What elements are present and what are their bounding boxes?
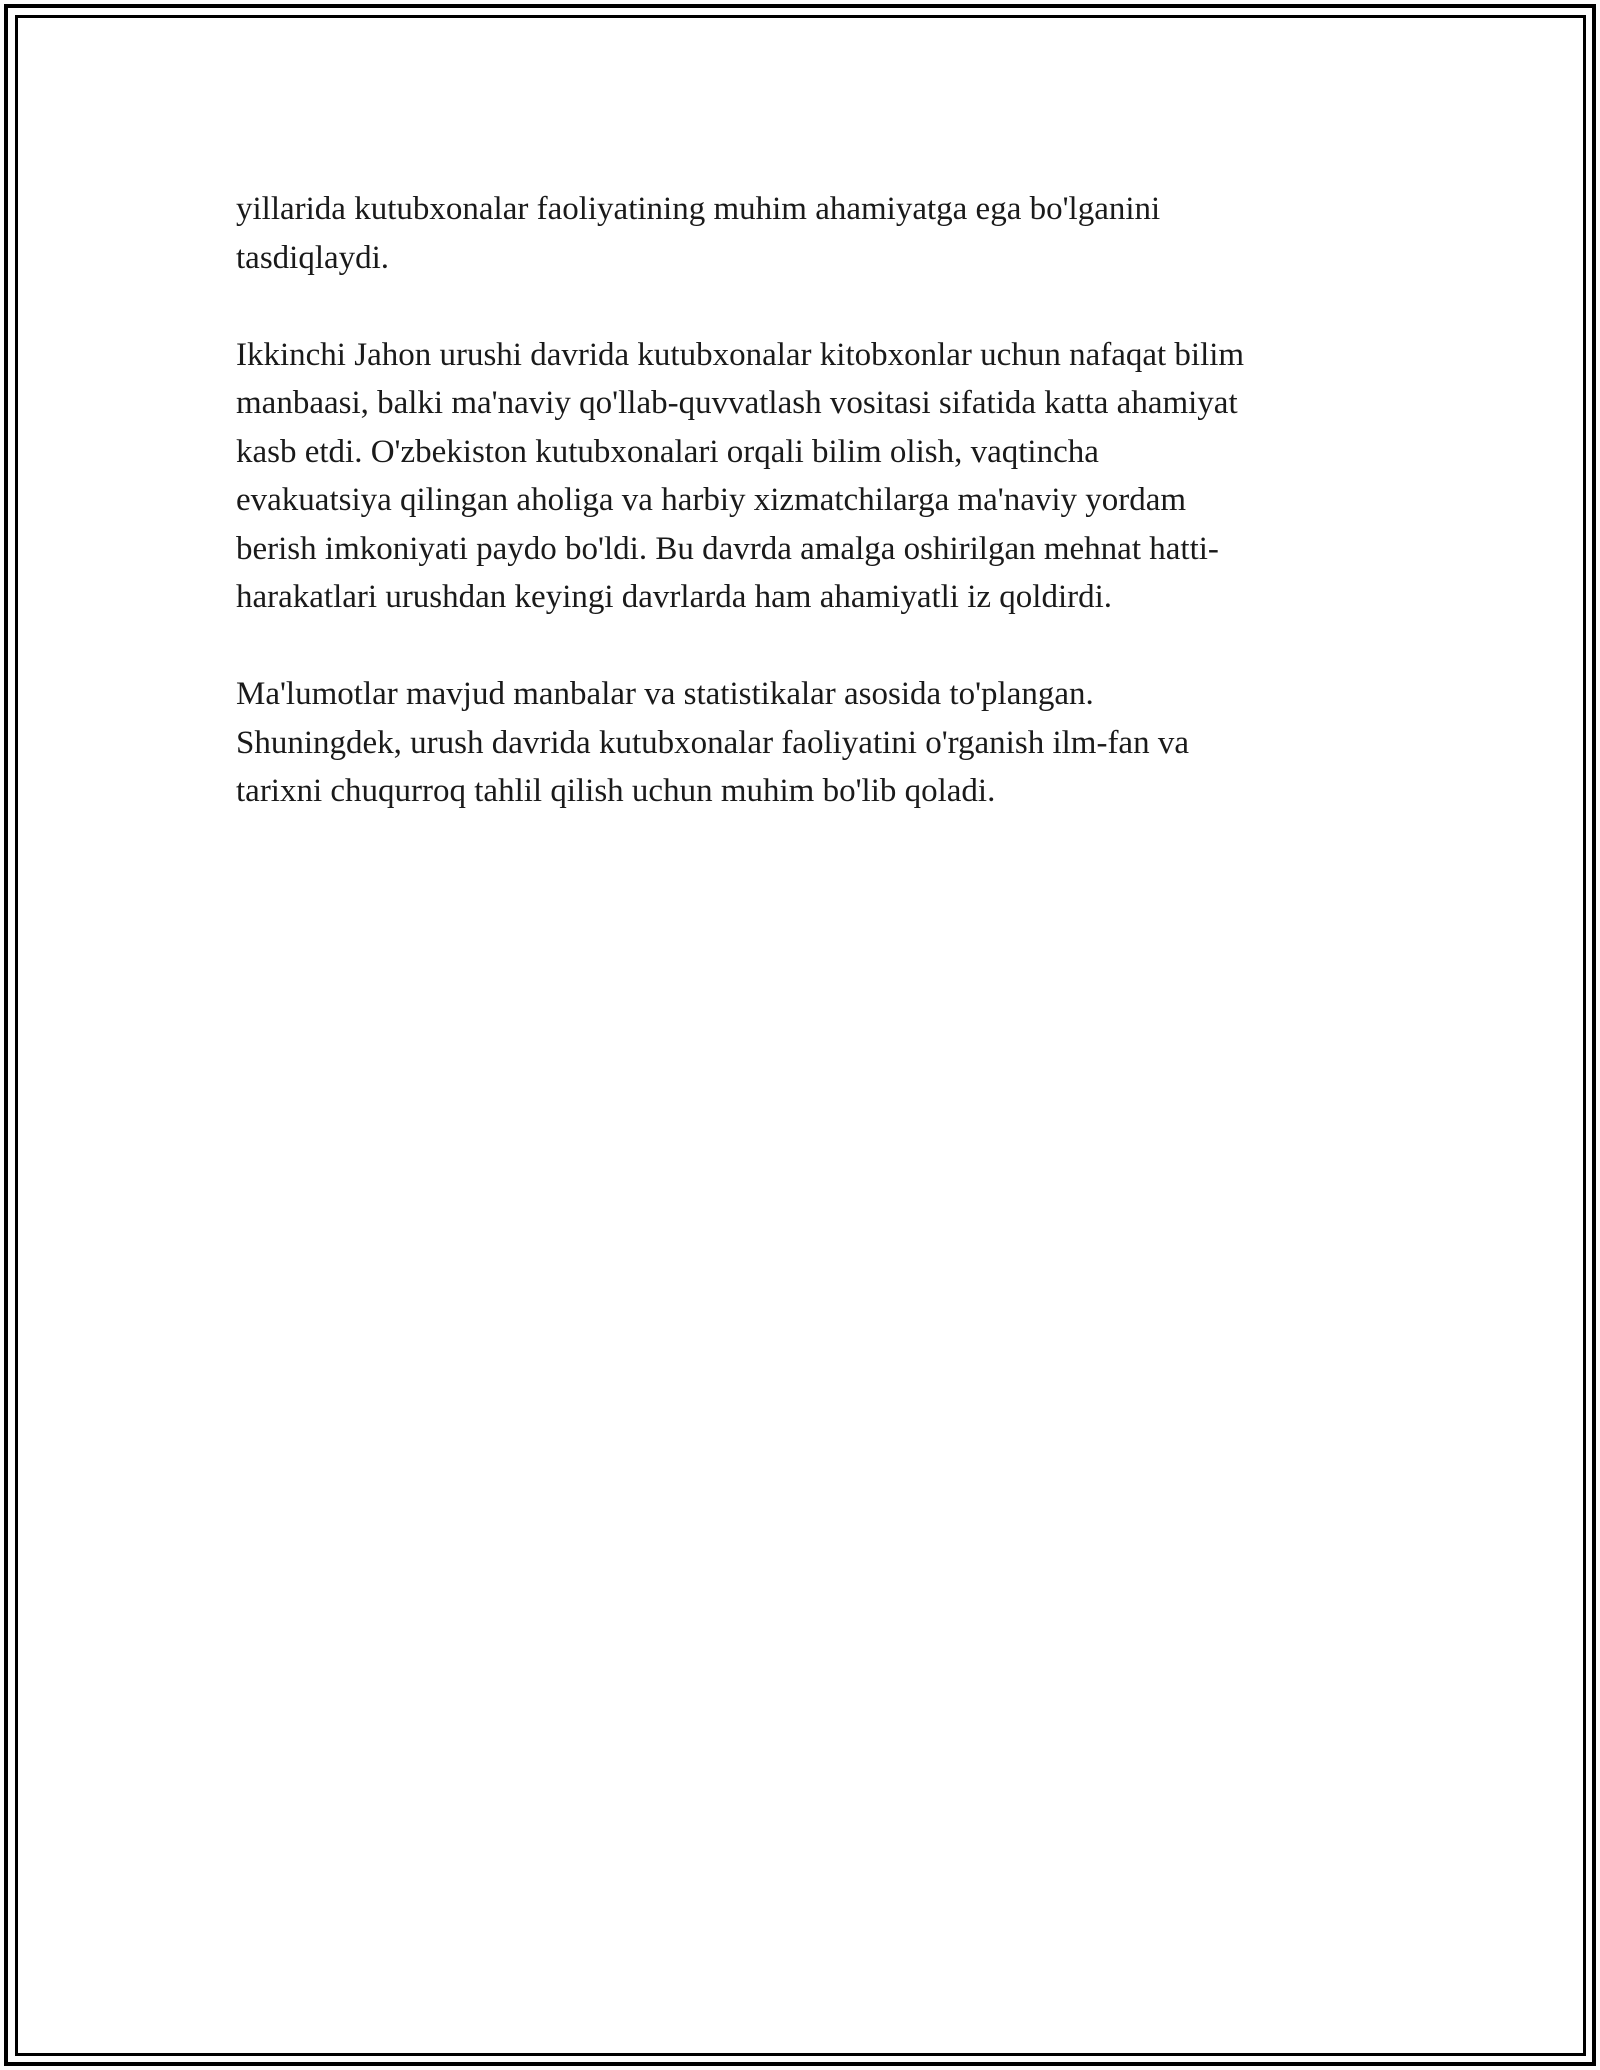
paragraph-1: yillarida kutubxonalar faoliyatining muhim ahamiyatga ega bo'lganini tasdiqlaydi.	[236, 191, 1161, 276]
document-body	[236, 185, 1386, 864]
paragraph-2: Ikkinchi Jahon urushi davrida kutubxonalar kitobxonlar uchun nafaqat bilim manbaasi, balki ma'naviy qo'llab-quvvatlash vositasi sifatida katta ahamiyat kasb etdi. O'zbekiston kutubxonalari orqali bilim olish, vaqtincha evakuatsiya qilingan aholiga va harbiy xizmatchilarga ma'naviy yordam berish imkoniyati paydo bo'ldi. Bu davrda amalga oshirilgan mehnat hatti- harakatlari urushdan keyingi davrlarda ham ahamiyatli iz qoldirdi.	[236, 336, 1245, 615]
paragraph-3: Ma'lumotlar mavjud manbalar va statistikalar asosida to'plangan. Shuningdek, urush davrida kutubxonalar faoliyatini o'rganish ilm-fan va tarixni chuqurroq tahlil qilish uchun muhim bo'lib qoladi.	[236, 676, 1189, 809]
